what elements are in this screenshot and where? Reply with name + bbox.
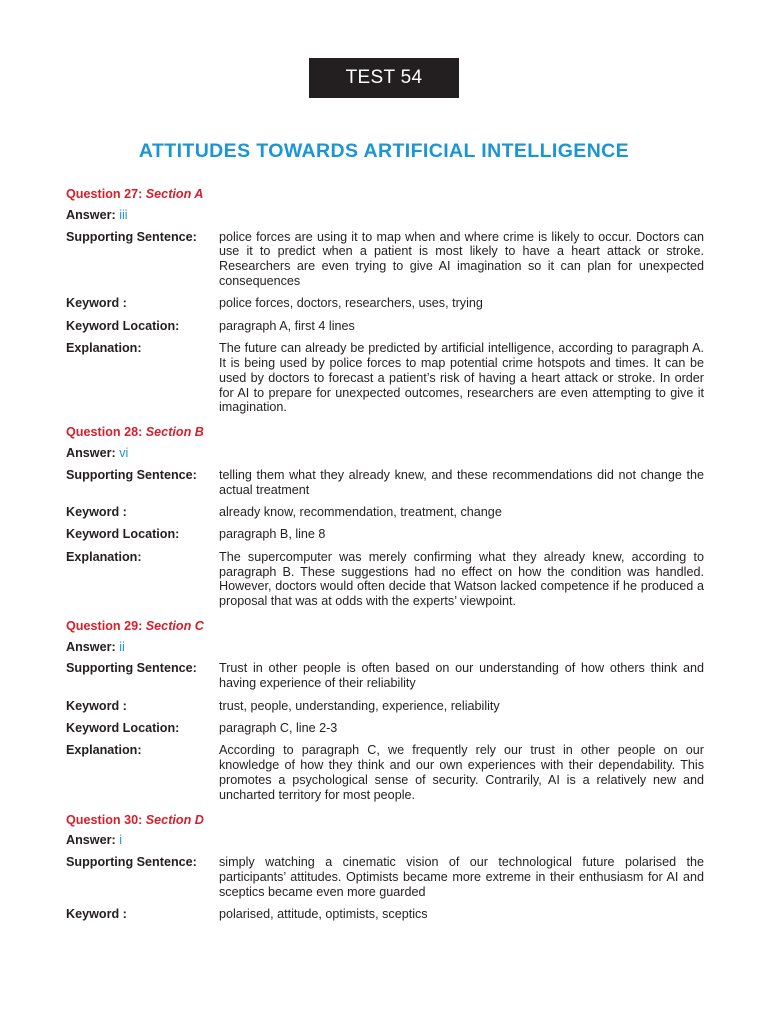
keyword-location-label: Keyword Location: [66,721,180,736]
question-number: Question 30: [66,812,143,827]
supporting-text: telling them what they already knew, and these recommendations did not change the actual treatment [219,467,704,497]
explanation-label: Explanation: [66,341,142,356]
answer-value: vi [119,445,129,460]
keyword-row [66,296,704,311]
supporting-label: Supporting Sentence: [66,661,197,676]
explanation-label: Explanation: [66,743,142,758]
question-section: Section A [145,187,204,201]
keyword-location-row [66,319,704,334]
supporting-text: police forces are using it to map when and where crime is likely to occur. Doctors can use it to predict when a patient is most likely to have a heart attack or stroke. Researchers are even trying to give AI imagination so it can plan for unexpected consequences [219,229,704,288]
keyword-location-text: paragraph C, line 2-3 [219,721,338,736]
keyword-row [66,505,704,520]
question-heading [66,813,704,828]
keyword-location-text: paragraph A, first 4 lines [219,318,355,333]
answer-line [66,640,704,655]
explanation-text: According to paragraph C, we frequently rely our trust in other people on our knowledge of how they think and our own experiences with their dependability. This promotes a psychological sense of security. Contrarily, AI is a relatively new and uncharted territory for most people. [219,743,704,802]
keyword-location-text: paragraph B, line 8 [219,527,326,542]
keyword-row [66,699,704,714]
supporting-sentence-row [66,855,704,899]
question-number: Question 28: [66,425,143,440]
supporting-sentence-row [66,230,704,289]
question-section: Section C [145,618,204,633]
answer-label: Answer: [66,833,116,848]
keyword-text: trust, people, understanding, experience, reliability [219,698,500,713]
question-number: Question 27: [66,187,143,201]
answer-line [66,208,704,223]
supporting-sentence-row [66,468,704,498]
question-number: Question 29: [66,618,143,633]
supporting-label: Supporting Sentence: [66,467,197,482]
keyword-location-label: Keyword Location: [66,318,180,333]
question-heading [66,619,704,634]
explanation-label: Explanation: [66,549,142,564]
keyword-label: Keyword : [66,504,127,519]
answer-line [66,446,704,461]
keyword-location-row [66,527,704,542]
question-section: Section B [145,425,204,440]
keyword-text: already know, recommendation, treatment, change [219,504,502,519]
answer-value: i [119,833,122,848]
page-title: ATTITUDES TOWARDS ARTIFICIAL INTELLIGENCE [138,140,630,162]
keyword-location-row [66,721,704,736]
explanation-text: The supercomputer was merely confirming what they already knew, according to paragraph B. These suggestions had no effect on how the condition was handled. However, doctors would often decide that Watson lacked competence if he produced a proposal that was at odds with the experts’ viewpoint. [219,549,704,609]
keyword-label: Keyword : [66,296,127,311]
answer-label: Answer: [66,445,116,460]
explanation-row [66,743,704,802]
answer-value: iii [119,207,128,222]
answer-key-content [66,187,704,930]
question-heading [66,187,704,202]
question-section: Section D [145,812,204,827]
keyword-location-label: Keyword Location: [66,527,180,542]
supporting-sentence-row [66,661,704,691]
keyword-row [66,907,704,922]
supporting-text: simply watching a cinematic vision of our technological future polarised the participants’ attitudes. Optimists became more extreme in their enthusiasm for AI and sceptics became even more guarded [219,855,704,899]
supporting-text: Trust in other people is often based on our understanding of how others think and having experience of their reliability [219,661,704,691]
keyword-text: police forces, doctors, researchers, uses, trying [219,296,483,311]
keyword-text: polarised, attitude, optimists, sceptics [219,907,428,922]
question-heading [66,425,704,440]
explanation-row [66,341,704,415]
explanation-text: The future can already be predicted by artificial intelligence, according to paragraph A. It is being used by police forces to map potential crime hotspots and times. It can be used by doctors to forecast a patient’s risk of having a heart attack or stroke. In order for AI to prepare for unexpected outcomes, researchers are even attempting to give it imagination. [219,341,704,415]
test-number-badge: TEST 54 [309,58,459,98]
explanation-row [66,550,704,609]
answer-label: Answer: [66,207,116,222]
keyword-label: Keyword : [66,907,127,922]
keyword-label: Keyword : [66,698,127,713]
answer-line [66,833,704,848]
answer-value: ii [119,639,125,654]
answer-label: Answer: [66,639,116,654]
supporting-label: Supporting Sentence: [66,855,197,870]
supporting-label: Supporting Sentence: [66,229,197,244]
